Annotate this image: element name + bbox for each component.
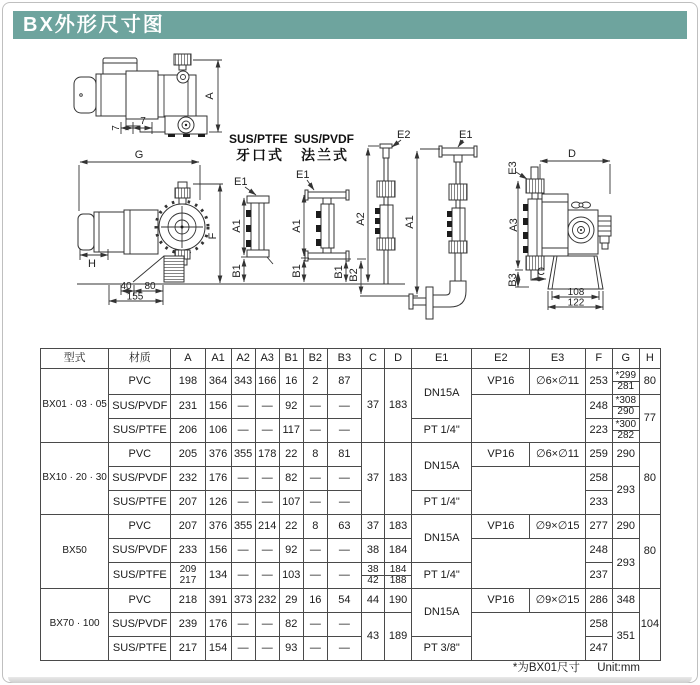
value-cell: 233 bbox=[171, 539, 205, 563]
dim-label-a2: A2 bbox=[355, 212, 367, 226]
model-cell: BX01 · 03 · 05 bbox=[41, 369, 109, 443]
dim-label-40: 40 bbox=[120, 281, 132, 292]
model-cell: BX10 · 20 · 30 bbox=[41, 443, 109, 515]
value-cell: 176 bbox=[205, 467, 231, 491]
value-cell: 54 bbox=[327, 589, 361, 613]
dim-label-e1: E1 bbox=[234, 176, 248, 188]
value-cell: 286 bbox=[585, 589, 612, 613]
dim-label-122: 122 bbox=[567, 297, 585, 309]
value-cell: 117 bbox=[279, 419, 303, 443]
dim-label-b3: B3 bbox=[507, 273, 519, 287]
col-header-b1: B1 bbox=[279, 349, 303, 369]
value-cell-stacked: *299 281 bbox=[612, 369, 639, 395]
value-cell: 290 bbox=[612, 515, 639, 539]
value-cell: ∅9×∅15 bbox=[530, 515, 585, 539]
value-cell: 37 bbox=[361, 443, 384, 515]
value-cell: 29 bbox=[279, 589, 303, 613]
value-cell: DN15A bbox=[412, 369, 472, 419]
material-cell: SUS/PTFE bbox=[109, 419, 171, 443]
value-cell: — bbox=[327, 563, 361, 589]
material-cell: PVC bbox=[109, 515, 171, 539]
value-cell: 364 bbox=[205, 369, 231, 395]
value-cell: 218 bbox=[171, 589, 205, 613]
value-cell: — bbox=[231, 539, 255, 563]
page-title: BX外形尺寸图 bbox=[13, 11, 687, 39]
pump-side-view bbox=[507, 148, 611, 310]
value-cell: 81 bbox=[327, 443, 361, 467]
empty-cell bbox=[472, 613, 585, 661]
value-cell: — bbox=[231, 563, 255, 589]
value-cell: — bbox=[255, 395, 279, 419]
value-cell: 103 bbox=[279, 563, 303, 589]
value-cell: 348 bbox=[612, 589, 639, 613]
dim-label-e1: E1 bbox=[459, 129, 473, 141]
value-cell: 376 bbox=[205, 515, 231, 539]
value-cell: 82 bbox=[279, 613, 303, 637]
dim-label-c: C bbox=[537, 266, 545, 278]
dim-label-b1: B1 bbox=[231, 264, 243, 278]
value-cell: 355 bbox=[231, 515, 255, 539]
value-cell: 107 bbox=[279, 491, 303, 515]
dim-label-b1: B1 bbox=[291, 264, 303, 278]
value-cell: — bbox=[327, 467, 361, 491]
value-cell: 198 bbox=[171, 369, 205, 395]
value-cell: 92 bbox=[279, 395, 303, 419]
value-cell: 104 bbox=[639, 589, 660, 661]
dim-label-e3: E3 bbox=[507, 161, 519, 175]
value-cell: 205 bbox=[171, 443, 205, 467]
col-header-d: D bbox=[385, 349, 412, 369]
dim-label-a3: A3 bbox=[508, 218, 520, 232]
dim-label-b1: B1 bbox=[333, 265, 345, 279]
empty-cell bbox=[472, 467, 585, 515]
value-cell: 63 bbox=[327, 515, 361, 539]
value-cell: DN15A bbox=[412, 589, 472, 637]
value-cell: 214 bbox=[255, 515, 279, 539]
col-header-a2: A2 bbox=[231, 349, 255, 369]
value-cell: — bbox=[255, 539, 279, 563]
value-cell: — bbox=[327, 491, 361, 515]
value-cell: 106 bbox=[205, 419, 231, 443]
dim-label-e2: E2 bbox=[397, 129, 411, 141]
value-cell: 207 bbox=[171, 491, 205, 515]
value-cell: ∅6×∅11 bbox=[530, 443, 585, 467]
dim-label-80: 80 bbox=[144, 281, 156, 292]
value-cell: 258 bbox=[585, 613, 612, 637]
value-cell: PT 1/4" bbox=[412, 491, 472, 515]
value-cell: 189 bbox=[385, 613, 412, 661]
value-cell: 232 bbox=[255, 589, 279, 613]
value-cell: 247 bbox=[585, 637, 612, 661]
value-cell: 37 bbox=[361, 515, 384, 539]
material-cell: PVC bbox=[109, 589, 171, 613]
value-cell: 207 bbox=[171, 515, 205, 539]
value-cell: 355 bbox=[231, 443, 255, 467]
dim-label-a1: A1 bbox=[231, 219, 243, 233]
col-header-e1: E1 bbox=[412, 349, 472, 369]
dimension-diagram bbox=[0, 44, 700, 346]
value-cell: PT 3/8" bbox=[412, 637, 472, 661]
value-cell: 80 bbox=[639, 443, 660, 515]
value-cell-stacked: 209 217 bbox=[171, 563, 205, 589]
value-cell: — bbox=[303, 467, 327, 491]
label-flange-type: 法兰式 bbox=[301, 147, 349, 163]
value-cell: 93 bbox=[279, 637, 303, 661]
value-cell: — bbox=[255, 563, 279, 589]
label-sus-ptfe: SUS/PTFE bbox=[229, 132, 288, 146]
value-cell: 2 bbox=[303, 369, 327, 395]
value-cell: — bbox=[231, 467, 255, 491]
value-cell: 190 bbox=[385, 589, 412, 613]
value-cell: DN15A bbox=[412, 515, 472, 563]
value-cell: — bbox=[303, 613, 327, 637]
value-cell: 16 bbox=[303, 589, 327, 613]
value-cell: 231 bbox=[171, 395, 205, 419]
col-header-e2: E2 bbox=[472, 349, 530, 369]
value-cell: — bbox=[327, 539, 361, 563]
value-cell: — bbox=[255, 613, 279, 637]
value-cell: 8 bbox=[303, 443, 327, 467]
value-cell: 184 bbox=[385, 539, 412, 563]
value-cell: 217 bbox=[171, 637, 205, 661]
value-cell: — bbox=[255, 637, 279, 661]
value-cell: 237 bbox=[585, 563, 612, 589]
value-cell-stacked: 184 188 bbox=[385, 563, 412, 589]
value-cell: 259 bbox=[585, 443, 612, 467]
value-cell: 391 bbox=[205, 589, 231, 613]
value-cell: 293 bbox=[612, 467, 639, 515]
empty-cell bbox=[472, 539, 585, 589]
footnote bbox=[513, 659, 640, 675]
value-cell: 38 bbox=[361, 539, 384, 563]
fitting-flange-diagram bbox=[291, 169, 349, 282]
value-cell: — bbox=[303, 395, 327, 419]
value-cell: 373 bbox=[231, 589, 255, 613]
pump-top-view bbox=[74, 54, 222, 137]
value-cell: PT 1/4" bbox=[412, 563, 472, 589]
value-cell: — bbox=[303, 539, 327, 563]
value-cell: 80 bbox=[639, 369, 660, 395]
material-cell: SUS/PVDF bbox=[109, 539, 171, 563]
empty-cell bbox=[472, 395, 585, 443]
col-header-e3: E3 bbox=[530, 349, 585, 369]
dim-label-a1: A1 bbox=[291, 219, 303, 233]
material-cell: SUS/PVDF bbox=[109, 613, 171, 637]
value-cell: 43 bbox=[361, 613, 384, 661]
material-cell: SUS/PTFE bbox=[109, 491, 171, 515]
value-cell: 154 bbox=[205, 637, 231, 661]
dim-label-h: H bbox=[88, 258, 96, 270]
value-cell: VP16 bbox=[472, 515, 530, 539]
value-cell: 22 bbox=[279, 515, 303, 539]
material-cell: SUS/PVDF bbox=[109, 467, 171, 491]
material-cell: SUS/PTFE bbox=[109, 637, 171, 661]
label-threaded-type: 牙口式 bbox=[236, 147, 284, 163]
value-cell: — bbox=[327, 637, 361, 661]
value-cell: 80 bbox=[639, 515, 660, 589]
footnote-asterisk-note: *为BX01尺寸 bbox=[512, 662, 580, 674]
value-cell: 8 bbox=[303, 515, 327, 539]
dim-label-108: 108 bbox=[567, 287, 585, 298]
value-cell: 87 bbox=[327, 369, 361, 395]
dim-label-f: F bbox=[207, 232, 219, 240]
model-cell: BX70 · 100 bbox=[41, 589, 109, 661]
dim-label-a1: A1 bbox=[404, 215, 416, 229]
col-header-h: H bbox=[639, 349, 660, 369]
valve-column-e1 bbox=[404, 129, 477, 319]
value-cell: 82 bbox=[279, 467, 303, 491]
value-cell: 248 bbox=[585, 539, 612, 563]
footnote-unit: Unit:mm bbox=[597, 662, 640, 674]
col-header-g: G bbox=[612, 349, 639, 369]
material-cell: PVC bbox=[109, 369, 171, 395]
value-cell: 233 bbox=[585, 491, 612, 515]
value-cell: — bbox=[303, 637, 327, 661]
value-cell: 293 bbox=[612, 539, 639, 589]
dim-label-g: G bbox=[134, 149, 144, 161]
value-cell: 156 bbox=[205, 539, 231, 563]
value-cell: 258 bbox=[585, 467, 612, 491]
value-cell: ∅9×∅15 bbox=[530, 589, 585, 613]
dim-label-d: D bbox=[568, 148, 576, 160]
value-cell: 351 bbox=[612, 613, 639, 661]
value-cell: 126 bbox=[205, 491, 231, 515]
value-cell: — bbox=[231, 491, 255, 515]
model-cell: BX50 bbox=[41, 515, 109, 589]
value-cell: 44 bbox=[361, 589, 384, 613]
material-cell: PVC bbox=[109, 443, 171, 467]
dim-label-e1: E1 bbox=[296, 169, 310, 181]
material-cell: SUS/PTFE bbox=[109, 563, 171, 589]
value-cell: 183 bbox=[385, 369, 412, 443]
value-cell: 92 bbox=[279, 539, 303, 563]
value-cell: ∅6×∅11 bbox=[530, 369, 585, 395]
value-cell: — bbox=[231, 395, 255, 419]
value-cell: — bbox=[327, 419, 361, 443]
value-cell-stacked: *308 290 bbox=[612, 395, 639, 419]
value-cell: DN15A bbox=[412, 443, 472, 491]
value-cell-stacked: 38 42 bbox=[361, 563, 384, 589]
dim-label-155: 155 bbox=[126, 291, 144, 303]
value-cell-stacked: *300 282 bbox=[612, 419, 639, 443]
col-header-model: 型式 bbox=[41, 349, 109, 369]
col-header-a3: A3 bbox=[255, 349, 279, 369]
value-cell: — bbox=[327, 613, 361, 637]
value-cell: — bbox=[303, 491, 327, 515]
dim-label-a: A bbox=[204, 92, 216, 100]
value-cell: — bbox=[231, 613, 255, 637]
value-cell: VP16 bbox=[472, 443, 530, 467]
value-cell: VP16 bbox=[472, 369, 530, 395]
value-cell: VP16 bbox=[472, 589, 530, 613]
value-cell: 232 bbox=[171, 467, 205, 491]
value-cell: 16 bbox=[279, 369, 303, 395]
value-cell: 183 bbox=[385, 515, 412, 539]
col-header-b3: B3 bbox=[327, 349, 361, 369]
value-cell: 343 bbox=[231, 369, 255, 395]
value-cell: 239 bbox=[171, 613, 205, 637]
col-header-c: C bbox=[361, 349, 384, 369]
value-cell: 37 bbox=[361, 369, 384, 443]
value-cell: 183 bbox=[385, 443, 412, 515]
value-cell: — bbox=[255, 467, 279, 491]
col-header-material: 材质 bbox=[109, 349, 171, 369]
value-cell: — bbox=[303, 563, 327, 589]
value-cell: — bbox=[327, 395, 361, 419]
page-bottom-shadow bbox=[8, 677, 692, 683]
value-cell: 176 bbox=[205, 613, 231, 637]
col-header-f: F bbox=[585, 349, 612, 369]
dim-label-b2: B2 bbox=[348, 268, 360, 282]
col-header-a1: A1 bbox=[205, 349, 231, 369]
label-sus-pvdf: SUS/PVDF bbox=[294, 132, 355, 146]
value-cell: — bbox=[255, 491, 279, 515]
value-cell: 206 bbox=[171, 419, 205, 443]
dim-label-7: 7 bbox=[111, 125, 122, 131]
value-cell: — bbox=[303, 419, 327, 443]
value-cell: — bbox=[231, 637, 255, 661]
value-cell: PT 1/4" bbox=[412, 419, 472, 443]
fitting-threaded-diagram bbox=[231, 176, 273, 282]
value-cell: 223 bbox=[585, 419, 612, 443]
value-cell: 156 bbox=[205, 395, 231, 419]
value-cell: 253 bbox=[585, 369, 612, 395]
dim-label-7: 7 bbox=[140, 116, 146, 127]
value-cell: 376 bbox=[205, 443, 231, 467]
value-cell: 290 bbox=[612, 443, 639, 467]
value-cell: 22 bbox=[279, 443, 303, 467]
col-header-b2: B2 bbox=[303, 349, 327, 369]
value-cell: — bbox=[255, 419, 279, 443]
col-header-a: A bbox=[171, 349, 205, 369]
value-cell: 166 bbox=[255, 369, 279, 395]
value-cell: 134 bbox=[205, 563, 231, 589]
material-cell: SUS/PVDF bbox=[109, 395, 171, 419]
value-cell: — bbox=[231, 419, 255, 443]
value-cell: 277 bbox=[585, 515, 612, 539]
value-cell: 77 bbox=[639, 395, 660, 443]
dimension-table bbox=[40, 348, 661, 661]
value-cell: 178 bbox=[255, 443, 279, 467]
value-cell: 248 bbox=[585, 395, 612, 419]
